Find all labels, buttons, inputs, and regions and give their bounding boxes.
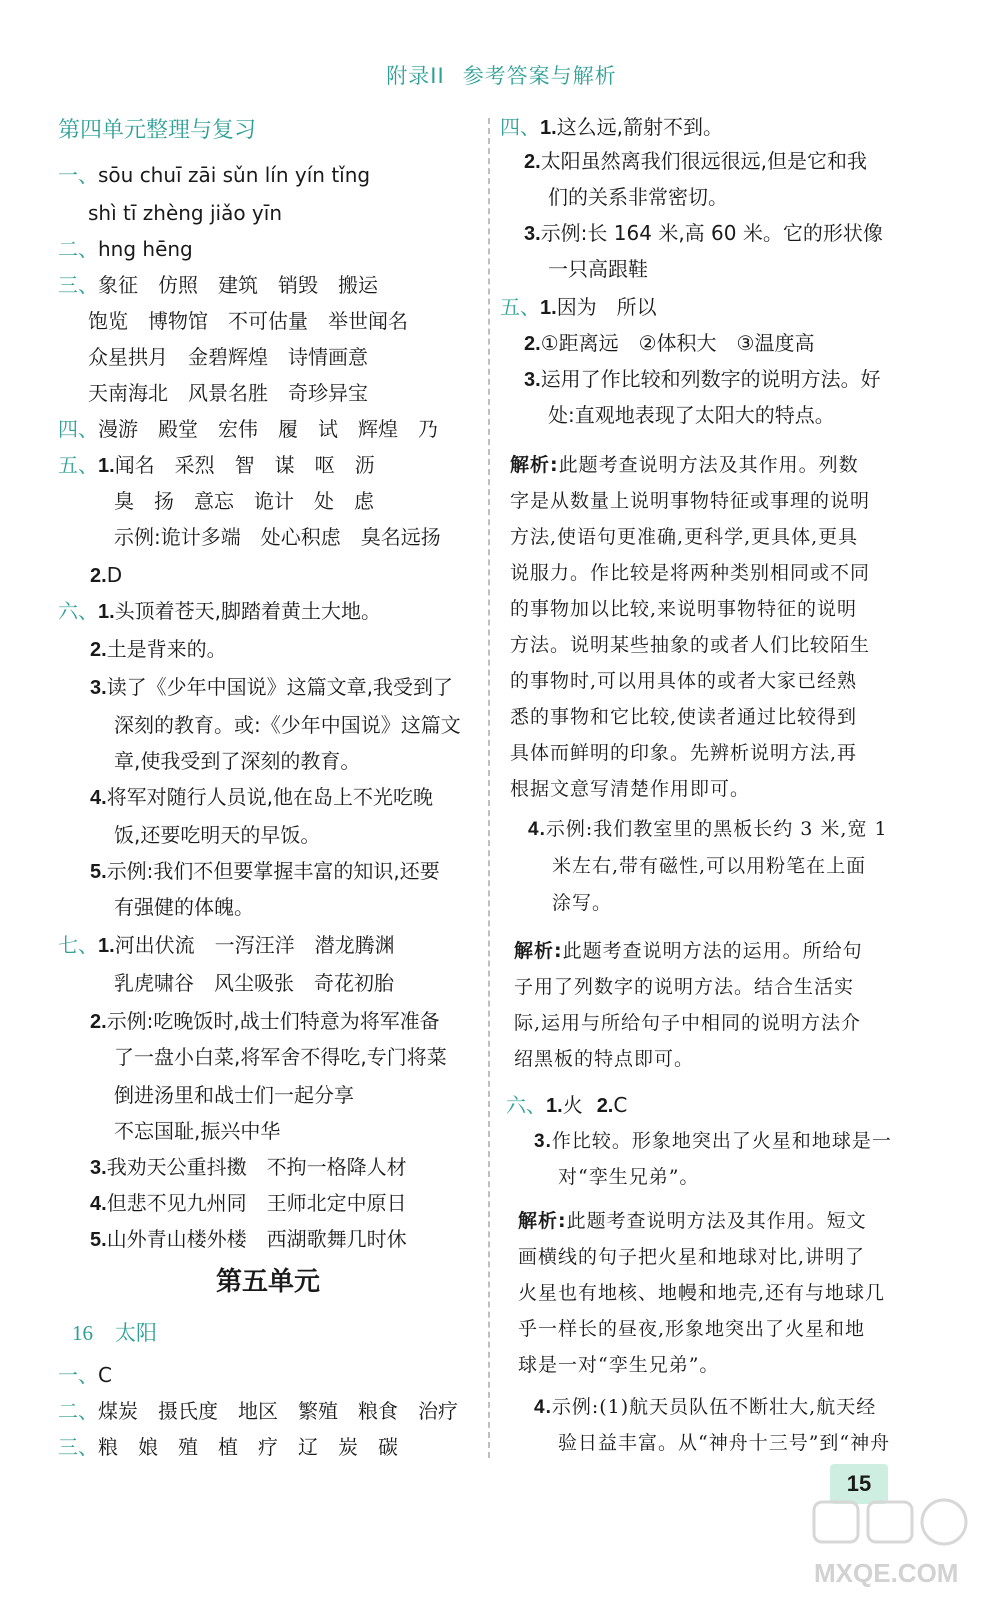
item-number: 5.	[90, 861, 107, 883]
analysis-text: 绍黑板的特点即可。	[514, 1048, 695, 1070]
item-number: 2.	[90, 1011, 107, 1033]
answer-line	[58, 414, 438, 444]
item-number: 1.	[98, 455, 115, 477]
answer-line	[58, 596, 381, 627]
item-number: 3.	[524, 369, 541, 391]
item-number: 1.	[540, 117, 557, 139]
analysis-text: 此题考查说明方法及其作用。列数	[558, 454, 859, 476]
answer-text: 不忘国耻,振兴中华	[114, 1119, 281, 1143]
answer-line	[114, 1116, 280, 1146]
answer-text: 粮 娘 殖 植 疗 辽 炭 碳	[98, 1435, 398, 1459]
analysis-line	[518, 1314, 865, 1344]
answer-line	[114, 968, 394, 998]
answer-text: 涂写。	[552, 892, 613, 914]
answer-line	[58, 450, 375, 481]
answer-line	[548, 254, 648, 284]
answer-line	[58, 160, 370, 190]
answer-line	[88, 306, 408, 336]
analysis-text: 画横线的句子把火星和地球对比,讲明了	[518, 1246, 866, 1268]
answer-line	[114, 486, 374, 516]
appendix-label: 附录II	[386, 64, 445, 88]
answer-text: 一只高跟鞋	[548, 257, 648, 281]
answer-text: 示例:我们不但要掌握丰富的知识,还要	[106, 859, 440, 883]
answer-line	[524, 364, 881, 395]
item-number: 1.	[98, 935, 115, 957]
item-number: 2.	[596, 1095, 614, 1117]
answer-text: 漫游 殿堂 宏伟 履 试 辉煌 乃	[98, 417, 438, 441]
answer-text: 煤炭 摄氏度 地区 繁殖 粮食 治疗	[98, 1399, 458, 1423]
answer-line	[500, 112, 723, 143]
answer-line	[114, 522, 441, 552]
answer-line	[114, 820, 320, 850]
analysis-line	[518, 1278, 885, 1308]
item-number: 2.	[524, 151, 541, 173]
answer-text: hng hēng	[98, 237, 193, 261]
answer-line	[524, 218, 883, 249]
item-number: 1.	[546, 1095, 563, 1117]
item-number: 1.	[98, 601, 115, 623]
answer-line	[90, 1152, 407, 1183]
answer-text: 闻名 采烈 智 谋 呕 沥	[114, 453, 375, 477]
analysis-text: 方法,使语句更准确,更科学,更具体,更具	[510, 526, 859, 548]
answer-text: 读了《少年中国说》这篇文章,我受到了	[106, 675, 454, 699]
analysis-line	[510, 594, 857, 624]
answer-text: 饭,还要吃明天的早饭。	[114, 823, 321, 847]
answer-line	[90, 1188, 407, 1219]
analysis-label: 解析:	[514, 940, 563, 962]
answer-text: 倒进汤里和战士们一起分享	[114, 1083, 354, 1107]
answer-line	[500, 292, 657, 323]
item-number: 2.	[524, 333, 541, 355]
answer-text: 太阳虽然离我们很远很远,但是它和我	[540, 149, 868, 173]
answer-text: 示例:我们教室里的黑板长约 3 米,宽 1	[545, 818, 888, 840]
answer-line	[114, 892, 254, 922]
answer-text: 象征 仿照 建筑 销毁 搬运	[98, 273, 378, 297]
item-number: 4.	[90, 787, 107, 809]
answer-line	[90, 672, 453, 703]
question-mark: 一、	[58, 1363, 98, 1387]
question-mark: 七、	[58, 933, 98, 957]
answer-text: 章,使我受到了深刻的教育。	[114, 749, 361, 773]
analysis-line	[510, 522, 858, 552]
answer-text: 作比较。形象地突出了火星和地球是一	[551, 1130, 892, 1152]
analysis-line	[514, 1044, 694, 1074]
item-number: 4.	[90, 1193, 107, 1215]
answer-text: 因为 所以	[556, 295, 657, 319]
analysis-text: 的事物加以比较,来说明事物特征的说明	[510, 598, 858, 620]
analysis-label: 解析:	[518, 1210, 567, 1232]
answer-line	[58, 1432, 398, 1462]
question-mark: 二、	[58, 237, 98, 261]
answer-text: 米左右,带有磁性,可以用粉笔在上面	[552, 855, 867, 877]
lesson-number: 16	[72, 1321, 93, 1345]
answer-line	[88, 342, 368, 372]
answer-line	[90, 560, 122, 591]
answer-text: 土是背来的。	[106, 637, 227, 661]
item-number: 1.	[540, 297, 557, 319]
answer-text: 头顶着苍天,脚踏着黄土大地。	[114, 599, 382, 623]
analysis-text: 具体而鲜明的印象。先辨析说明方法,再	[510, 742, 858, 764]
analysis-line	[514, 936, 863, 966]
analysis-text: 的事物时,可以用具体的或者大家已经熟	[510, 670, 858, 692]
analysis-line	[510, 774, 750, 804]
answer-line	[90, 1224, 407, 1255]
answer-text: shì tī zhèng jiǎo yīn	[88, 201, 283, 225]
item-number: 2.	[90, 565, 107, 587]
answer-text: ①距离远 ②体积大 ③温度高	[540, 331, 815, 355]
analysis-line	[510, 702, 857, 732]
answer-line	[58, 270, 378, 300]
answer-line	[90, 1006, 440, 1037]
answer-line	[548, 182, 728, 212]
answer-text: 有强健的体魄。	[114, 895, 254, 919]
answer-text: 示例:吃晚饭时,战士们特意为将军准备	[106, 1009, 440, 1033]
lesson-title: 太阳	[115, 1321, 157, 1345]
answer-line	[58, 930, 395, 961]
answer-line	[552, 851, 866, 881]
analysis-line	[510, 486, 870, 516]
answer-line	[524, 146, 867, 177]
answer-text: 山外青山楼外楼 西湖歌舞几时休	[106, 1227, 407, 1251]
answer-line	[528, 814, 888, 845]
question-mark: 三、	[58, 273, 98, 297]
analysis-text: 悉的事物和它比较,使读者通过比较得到	[510, 706, 858, 728]
watermark-text: MXQE.COM	[814, 1558, 959, 1588]
answer-line	[90, 856, 440, 887]
answer-line	[58, 234, 193, 264]
analysis-line	[510, 450, 859, 480]
answer-text: 我劝天公重抖擞 不拘一格降人材	[106, 1155, 407, 1179]
answer-text: 饱览 博物馆 不可估量 举世闻名	[88, 309, 408, 333]
page-number: 15	[830, 1464, 888, 1504]
header-title: 参考答案与解析	[462, 64, 617, 88]
answer-text: 这么远,箭射不到。	[556, 115, 724, 139]
unit-title: 第五单元	[216, 1267, 321, 1297]
analysis-text: 根据文意写清楚作用即可。	[510, 778, 751, 800]
answer-text: 将军对随行人员说,他在岛上不光吃晚	[106, 785, 434, 809]
answer-line	[58, 1396, 458, 1426]
answer-text: 运用了作比较和列数字的说明方法。好	[540, 367, 881, 391]
answer-text: 示例:诡计多端 处心积虑 臭名远扬	[114, 525, 441, 549]
analysis-text: 此题考查说明方法及其作用。短文	[566, 1210, 867, 1232]
answer-line	[88, 198, 282, 228]
analysis-line	[518, 1242, 865, 1272]
item-number: 5.	[90, 1229, 107, 1251]
answer-line	[114, 1042, 447, 1072]
answer-line	[114, 710, 461, 740]
item-number: 2.	[90, 639, 107, 661]
answer-text: 示例:长 164 米,高 60 米。它的形状像	[540, 221, 883, 245]
answer-text: 火	[562, 1093, 583, 1117]
analysis-line	[510, 738, 857, 768]
answer-line	[90, 782, 433, 813]
analysis-line	[510, 666, 857, 696]
answer-line	[558, 1162, 699, 1192]
answer-line	[114, 746, 360, 776]
answer-line	[534, 1392, 876, 1423]
analysis-text: 火星也有地核、地幔和地壳,还有与地球几	[518, 1282, 886, 1304]
question-mark: 四、	[58, 417, 98, 441]
answer-line	[558, 1428, 890, 1458]
question-mark: 五、	[58, 453, 98, 477]
answer-line	[88, 378, 368, 408]
answer-text: 对“孪生兄弟”。	[558, 1166, 700, 1188]
question-mark: 六、	[506, 1093, 546, 1117]
analysis-text: 方法。说明某些抽象的或者人们比较陌生	[510, 634, 871, 656]
answer-text: 臭 扬 意忘 诡计 处 虑	[114, 489, 374, 513]
answer-line	[552, 888, 612, 918]
column-divider	[488, 118, 490, 1458]
analysis-line	[514, 972, 854, 1002]
item-number: 3.	[90, 1157, 107, 1179]
analysis-text: 际,运用与所给句子中相同的说明方法介	[514, 1012, 862, 1034]
answer-text: 天南海北 风景名胜 奇珍异宝	[88, 381, 368, 405]
answer-line	[506, 1090, 627, 1121]
answer-line	[534, 1126, 892, 1157]
item-number: 3.	[534, 1131, 552, 1152]
question-mark: 五、	[500, 295, 540, 319]
analysis-line	[514, 1008, 861, 1038]
answer-text: C	[613, 1093, 628, 1117]
question-mark: 一、	[58, 163, 98, 187]
analysis-text: 字是从数量上说明事物特征或事理的说明	[510, 490, 871, 512]
answer-text: 众星拱月 金碧辉煌 诗情画意	[88, 345, 368, 369]
answer-text: 验日益丰富。从“神舟十三号”到“神舟	[558, 1432, 891, 1454]
page-header	[0, 60, 1003, 90]
analysis-text: 球是一对“孪生兄弟”。	[518, 1354, 720, 1376]
answer-line	[114, 1080, 354, 1110]
watermark-logo	[808, 1494, 978, 1590]
question-mark: 二、	[58, 1399, 98, 1423]
section-title: 第四单元整理与复习	[58, 118, 257, 143]
answer-text: C	[98, 1363, 112, 1387]
answer-text: 示例:(1)航天员队伍不断壮大,航天经	[551, 1396, 877, 1418]
analysis-text: 说服力。作比较是将两种类别相同或不同	[510, 562, 871, 584]
answer-text: 处:直观地表现了太阳大的特点。	[548, 403, 835, 427]
item-number: 3.	[90, 677, 107, 699]
answer-text: 乳虎啸谷 风尘吸张 奇花初胎	[114, 971, 394, 995]
lesson-heading	[72, 1318, 157, 1348]
analysis-text: 子用了列数字的说明方法。结合生活实	[514, 976, 855, 998]
analysis-line	[518, 1206, 867, 1236]
answer-line	[548, 400, 835, 430]
question-mark: 四、	[500, 115, 540, 139]
analysis-label: 解析:	[510, 454, 559, 476]
analysis-line	[518, 1350, 719, 1380]
answer-text: 深刻的教育。或:《少年中国说》这篇文	[114, 713, 461, 737]
item-number: 4.	[528, 819, 546, 840]
answer-text: D	[106, 563, 123, 587]
answer-text: 河出伏流 一泻汪洋 潜龙腾渊	[114, 933, 395, 957]
analysis-line	[510, 630, 870, 660]
answer-line	[90, 634, 227, 665]
item-number: 3.	[524, 223, 541, 245]
item-number: 4.	[534, 1397, 552, 1418]
answer-text: 们的关系非常密切。	[548, 185, 728, 209]
analysis-line	[510, 558, 870, 588]
answer-text: 但悲不见九州同 王师北定中原日	[106, 1191, 407, 1215]
analysis-text: 此题考查说明方法的运用。所给句	[562, 940, 863, 962]
analysis-text: 乎一样长的昼夜,形象地突出了火星和地	[518, 1318, 866, 1340]
answer-text: sōu chuī zāi sǔn lín yín tǐng	[98, 163, 371, 187]
answer-text: 了一盘小白菜,将军舍不得吃,专门将菜	[114, 1045, 447, 1069]
question-mark: 三、	[58, 1435, 98, 1459]
question-mark: 六、	[58, 599, 98, 623]
answer-line	[524, 328, 814, 359]
answer-line	[58, 1360, 112, 1390]
